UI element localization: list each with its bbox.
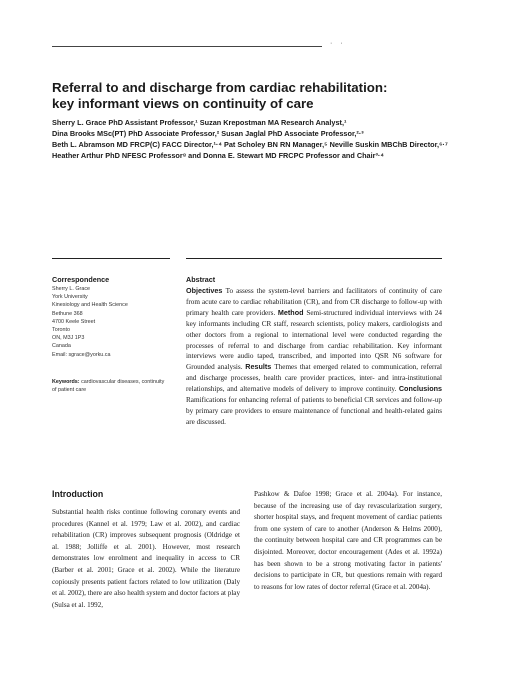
keywords-label: Keywords: [52,379,80,385]
correspondence-line: Kinesiology and Health Science [52,302,128,309]
intro-paragraph-left: Substantial health risks continue following coronary events and procedures (Kannel et al. 1979; Law et al. 2002), and cardiac rehabilitation (CR) improves subsequent prognosis (Oldridge et al. 1988; Jolliffe et al. 2001). However, most research demonstrates low enrolment and inequality in access to CR (Barber et al. 2001; Grace et al. 2002). While the literature copiously presents patient factors related to low utilization (Daly et al. 2002), there are also health system and doctor factors at play (Sulsa et al. 1992, [52,508,240,609]
article-title [52,80,492,112]
correspondence-line: Toronto [52,327,70,334]
author-line-1: Sherry L. Grace PhD Assistant Professor,¹ Suzan Krepostman MA Research Analyst,¹ [52,118,347,127]
conclusions-text: Ramifications for enhancing referral of patients to beneficial CR services and follow-up by primary care providers to ensure maintenance of functional and health-related gains are discussed. [186,396,442,426]
abstract-block [186,258,442,428]
intro-paragraph-right: Pashkow & Dafoe 1998; Grace et al. 2004a). For instance, because of the increasing use of day revascularization surgery, shorter hospital stays, and frequent movement of cardiac patients from one system of care to another (Anderson & Helms 2000), the continuity between hospital care and CR programmes can be disjointed. Moreover, doctor encouragement (Ades et al. 1992a) has been shown to be a strong motivating factor in patients' decisions to participate in CR, but questions remain with regard to reasons for low rates of doctor referral (Grace et al. 2004a). [254,490,442,591]
method-label: Method [277,307,307,317]
conclusions-label: Conclusions [398,384,442,394]
correspondence-rule [52,258,170,259]
method-text: Semi-structured individual interviews with 24 key informants including CR staff, research scientists, policy makers, cardiologists and other doctors from a regional to international level were conducted regarding the processes of referral to and discharge from cardiac rehabilitation. Key informant interviews were audio taped, transcribed, and imported into QSR N6 software for Grounded analysis. [186,308,442,372]
abstract-body [186,286,442,428]
results-label: Results [245,362,275,372]
correspondence-line: 4700 Keele Street [52,318,96,325]
objectives-label: Objectives [186,286,226,295]
correspondence-line: ON, M3J 1P3 [52,335,85,342]
objectives-text: To assess the system-level barriers and facilitators of continuity of care from acute care to cardiac rehabilitation (CR), and from CR discharge to follow-up with primary health care providers. [186,287,442,317]
keywords-block [52,378,170,394]
abstract-heading: Abstract [186,275,216,284]
author-line-2: Dina Brooks MSc(PT) PhD Associate Professor,² Susan Jaglal PhD Associate Professor,²·³ [52,129,364,138]
header-rule [52,46,322,47]
introduction-heading: Introduction [52,489,104,499]
title-line-1: Referral to and discharge from cardiac rehabilitation: [52,80,388,95]
correspondence-line: Canada [52,343,71,350]
intro-column-right [254,489,442,593]
correspondence-line: York University [52,294,88,301]
correspondence-heading: Correspondence [52,275,110,284]
header-marks: · · [330,40,346,47]
correspondence-email: Email: sgrace@yorku.ca [52,351,111,358]
correspondence-block [52,258,170,359]
correspondence-line: Bethune 368 [52,310,83,317]
title-line-2: key informant views on continuity of care [52,96,314,111]
author-line-3: Beth L. Abramson MD FRCP(C) FACC Director,¹·⁴ Pat Scholey BN RN Manager,⁵ Neville Suskin MBChB Director,⁶·⁷ [52,140,448,149]
correspondence-line: Sherry L. Grace [52,286,91,292]
keywords-text: cardiovascular diseases, continuity of patient care [52,379,165,394]
intro-column-left [52,507,240,611]
author-list [52,117,492,161]
results-text: Themes that emerged related to communication, referral and discharge processes, health care provider practices, inter- and intra-institutional relationships, and alternative models of delivery to improve continuity. [186,363,442,394]
author-line-4: Heather Arthur PhD NFESC Professor⁸ and Donna E. Stewart MD FRCPC Professor and Chair³·⁴ [52,151,384,160]
abstract-rule [186,258,442,259]
